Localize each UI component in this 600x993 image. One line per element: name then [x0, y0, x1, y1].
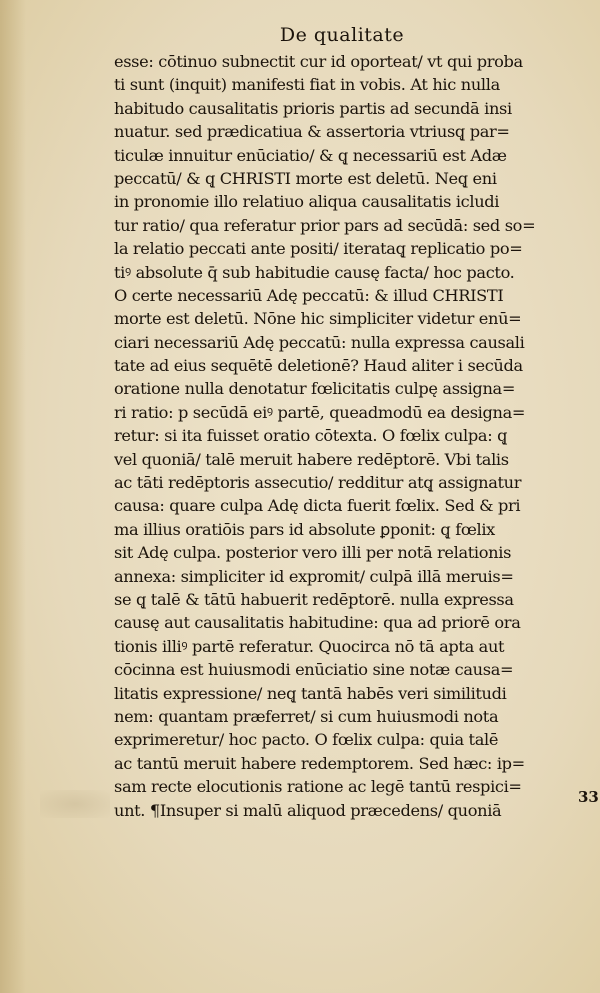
text-line: litatis expressione/ neq̨ tantā habēs veri similitudi — [114, 683, 507, 703]
text-line: causę aut causalitatis habitudine: qua ad priorē ora — [114, 613, 521, 633]
folio-number: 33 — [578, 788, 599, 806]
running-header-title: De qualitate — [279, 24, 405, 46]
text-line: in pronomie illo relatiuo aliqua causalitatis icludi — [114, 192, 500, 212]
page-gutter-shadow — [0, 0, 26, 993]
body-text — [114, 50, 576, 822]
paper-stain — [40, 790, 110, 818]
text-line: tate ad eius sequētē deletionē? Haud aliter i secūda — [114, 356, 523, 376]
text-line: habitudo causalitatis prioris partis ad secundā insi — [114, 98, 512, 118]
text-line: causa: quare culpa Adę dicta fuerit fœlix. Sed & pri — [114, 496, 521, 516]
text-line: vel quoniā/ talē meruit habere redēptorē. Vbi talis — [114, 449, 509, 469]
text-line: cōcinna est huiusmodi enūciatio sine notæ causa= — [114, 660, 514, 680]
text-line: se q̨ talē & tātū habuerit redēptorē. nulla expressa — [114, 589, 514, 609]
text-line: morte est deletū. Nōne hic simpliciter videtur enū= — [114, 309, 522, 329]
text-line: nem: quantam præferret/ si cum huiusmodi nota — [114, 706, 499, 726]
text-line: ac tāti redēptoris assecutio/ redditur atq̨ assignatur — [114, 473, 522, 493]
text-line: tur ratio/ qua referatur prior pars ad secūdā: sed so= — [114, 215, 536, 235]
text-line: ri ratio: p secūdā eiꝰ partē, queadmodū ea designa= — [114, 402, 526, 422]
text-line: peccatū/ & q̨ CHRISTI morte est deletū. Neq̨ eni — [114, 168, 497, 188]
text-line: sit Adę culpa. posterior vero illi per notā relationis — [114, 543, 512, 563]
text-line: sam recte elocutionis ratione ac legē tantū respici= — [114, 777, 522, 797]
text-line: ti sunt (inquit) manifesti fiat in vobis. At hic nulla — [114, 75, 500, 95]
text-line: exprimeretur/ hoc pacto. O fœlix culpa: quia talē — [114, 730, 499, 750]
text-line: ac tantū meruit habere redemptorem. Sed hæc: ip= — [114, 753, 525, 773]
text-line: O certe necessariū Adę peccatū: & illud CHRISTI — [114, 285, 504, 305]
text-line: ticulæ innuitur enūciatio/ & q̨ necessariū est Adæ — [114, 145, 507, 165]
text-line: tionis illiꝰ partē referatur. Quocirca nō tā apta aut — [114, 636, 505, 656]
running-header — [0, 24, 600, 46]
text-line: unt. ¶Insuper si malū aliquod præcedens/ quoniā — [114, 800, 502, 820]
text-line: ciari necessariū Adę peccatū: nulla expressa causali — [114, 332, 525, 352]
text-line: la relatio peccati ante positi/ iterataq̨ replicatio po= — [114, 239, 523, 259]
text-line: oratione nulla denotatur fœlicitatis culpę assigna= — [114, 379, 516, 399]
text-line: annexa: simpliciter id expromit/ culpā illā meruis= — [114, 566, 514, 586]
text-line: tiꝰ absolute q̄ sub habitudie causę facta/ hoc pacto. — [114, 262, 515, 282]
text-line: nuatur. sed prædicatiua & assertoria vtriusq̨ par= — [114, 122, 510, 142]
text-line: retur: si ita fuisset oratio cōtexta. O fœlix culpa: q̨ — [114, 426, 508, 446]
text-line: esse: cōtinuo subnectit cur id oporteat/ vt qui proba — [114, 52, 523, 71]
text-line: ma illius oratiōis pars id absolute ꝑponit: q̨ fœlix — [114, 519, 495, 539]
